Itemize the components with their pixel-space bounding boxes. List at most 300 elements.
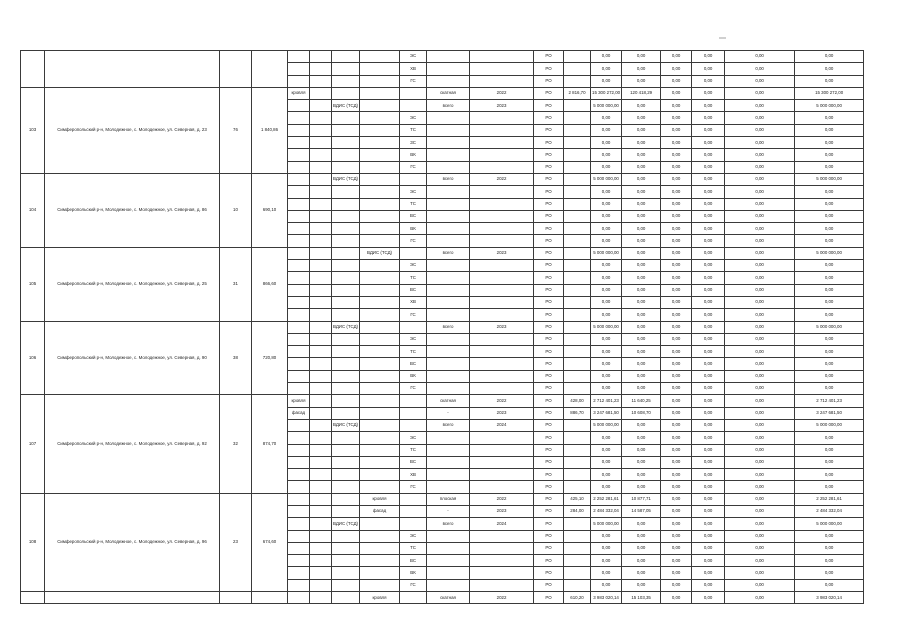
cost-3-cell: 0,00	[692, 518, 725, 530]
blank-cell	[310, 161, 332, 173]
system-cell	[332, 481, 360, 493]
element-cell	[288, 51, 310, 63]
type-cell: всего	[427, 100, 470, 112]
blank-cell	[310, 383, 332, 395]
cost-2-cell: 0,00	[661, 272, 692, 284]
volume-cell: 428,00	[564, 395, 591, 407]
year-cell: 2023	[470, 321, 534, 333]
sum-cell: 0,00	[795, 333, 864, 345]
type-cell	[427, 567, 470, 579]
sum-cell: 5 000 000,00	[795, 247, 864, 259]
type-cell	[427, 296, 470, 308]
subsystem-cell: ТС	[400, 272, 427, 284]
cost-2-cell: 0,00	[661, 407, 692, 419]
ro-cell: РО	[534, 247, 564, 259]
ro-cell: РО	[534, 186, 564, 198]
system-cell-2	[360, 370, 400, 382]
cost-4-cell: 0,00	[725, 149, 795, 161]
cost-3-cell: 0,00	[692, 210, 725, 222]
element-cell	[288, 456, 310, 468]
system-cell-2	[360, 383, 400, 395]
system-cell	[332, 444, 360, 456]
cost-2-cell: 0,00	[661, 210, 692, 222]
subsystem-cell: ВС	[400, 284, 427, 296]
blank-cell	[310, 346, 332, 358]
element-cell	[288, 346, 310, 358]
element-cell	[288, 260, 310, 272]
total-cost-cell: 3 247 681,50	[591, 407, 622, 419]
type-cell	[427, 481, 470, 493]
type-cell: скатная	[427, 395, 470, 407]
total-cost-cell: 0,00	[591, 284, 622, 296]
cost-2-cell: 0,00	[661, 100, 692, 112]
system-cell-2	[360, 124, 400, 136]
cost-4-cell: 0,00	[725, 309, 795, 321]
type-cell: -	[427, 407, 470, 419]
blank-cell	[310, 247, 332, 259]
sum-cell: 0,00	[795, 198, 864, 210]
year-cell: 2024	[470, 518, 534, 530]
system-cell-2	[360, 456, 400, 468]
system-cell	[332, 542, 360, 554]
subsystem-cell: ВС	[400, 555, 427, 567]
address-cell: Симферопольский р-н, Молодежное, с. Молодежное, ул. Северная, д. 23	[45, 87, 220, 173]
system-cell-2	[360, 210, 400, 222]
cost-2-cell: 0,00	[661, 87, 692, 99]
cost-3-cell: 0,00	[692, 407, 725, 419]
subsystem-cell: ВС	[400, 358, 427, 370]
cost-3-cell: 0,00	[692, 481, 725, 493]
table-row	[21, 247, 864, 259]
cost-1-cell: 0,00	[622, 100, 661, 112]
system-cell-2	[360, 223, 400, 235]
subsystem-cell	[400, 173, 427, 185]
cost-4-cell: 0,00	[725, 272, 795, 284]
cost-1-cell: 0,00	[622, 530, 661, 542]
subsystem-cell	[400, 100, 427, 112]
volume-cell	[564, 247, 591, 259]
subsystem-cell: ВС	[400, 456, 427, 468]
blank-cell	[310, 235, 332, 247]
sum-cell: 0,00	[795, 75, 864, 87]
num-cell: 105	[21, 247, 45, 321]
ro-cell: РО	[534, 469, 564, 481]
ro-cell: РО	[534, 419, 564, 431]
system-cell	[332, 505, 360, 517]
element-cell	[288, 530, 310, 542]
system-cell-2	[360, 100, 400, 112]
system-cell-2	[360, 149, 400, 161]
year-cell	[470, 124, 534, 136]
area-cell: 874,70	[252, 395, 288, 493]
system-cell	[332, 87, 360, 99]
cost-3-cell: 0,00	[692, 395, 725, 407]
sum-cell: 0,00	[795, 161, 864, 173]
year-cell	[470, 149, 534, 161]
table-row	[21, 87, 864, 99]
system-cell-2: кровля	[360, 592, 400, 604]
subsystem-cell: ТС	[400, 444, 427, 456]
system-cell-2	[360, 87, 400, 99]
element-cell	[288, 296, 310, 308]
year-cell	[470, 481, 534, 493]
subsystem-cell: ЭС	[400, 530, 427, 542]
ro-cell: РО	[534, 456, 564, 468]
year-cell: 2024	[470, 419, 534, 431]
cost-1-cell: 0,00	[622, 112, 661, 124]
ro-cell: РО	[534, 493, 564, 505]
type-cell	[427, 555, 470, 567]
element-cell: кровля	[288, 395, 310, 407]
type-cell	[427, 358, 470, 370]
address-cell: Симферопольский р-н, Молодежное, с. Молодежное, ул. Северная, д. 90	[45, 321, 220, 395]
cost-4-cell: 0,00	[725, 481, 795, 493]
cost-3-cell: 0,00	[692, 75, 725, 87]
cost-3-cell: 0,00	[692, 63, 725, 75]
cost-1-cell: 0,00	[622, 555, 661, 567]
year-cell	[470, 346, 534, 358]
system-cell	[332, 555, 360, 567]
cost-4-cell: 0,00	[725, 51, 795, 63]
blank-cell	[310, 505, 332, 517]
cost-1-cell: 0,00	[622, 296, 661, 308]
cost-3-cell: 0,00	[692, 87, 725, 99]
ro-cell: РО	[534, 346, 564, 358]
cost-2-cell: 0,00	[661, 247, 692, 259]
type-cell	[427, 260, 470, 272]
sum-cell: 0,00	[795, 137, 864, 149]
system-cell	[332, 63, 360, 75]
system-cell-2	[360, 542, 400, 554]
blank-cell	[310, 530, 332, 542]
cost-4-cell: 0,00	[725, 505, 795, 517]
system-cell	[332, 383, 360, 395]
total-cost-cell: 5 000 000,00	[591, 100, 622, 112]
type-cell	[427, 469, 470, 481]
type-cell	[427, 309, 470, 321]
element-cell	[288, 592, 310, 604]
system-cell-2	[360, 518, 400, 530]
element-cell	[288, 149, 310, 161]
system-cell-2	[360, 530, 400, 542]
cost-2-cell: 0,00	[661, 469, 692, 481]
year-cell	[470, 296, 534, 308]
blank-cell	[310, 456, 332, 468]
element-cell	[288, 63, 310, 75]
system-cell-2	[360, 419, 400, 431]
system-cell-2	[360, 63, 400, 75]
system-cell-2	[360, 395, 400, 407]
apartments-cell: 10	[220, 173, 252, 247]
ro-cell: РО	[534, 149, 564, 161]
year-cell	[470, 579, 534, 591]
ro-cell: РО	[534, 505, 564, 517]
system-cell	[332, 198, 360, 210]
cost-4-cell: 0,00	[725, 87, 795, 99]
cost-2-cell: 0,00	[661, 235, 692, 247]
total-cost-cell: 0,00	[591, 223, 622, 235]
cost-4-cell: 0,00	[725, 100, 795, 112]
volume-cell	[564, 124, 591, 136]
ro-cell: РО	[534, 235, 564, 247]
element-cell	[288, 124, 310, 136]
year-cell	[470, 235, 534, 247]
year-cell: 2022	[470, 173, 534, 185]
cost-4-cell: 0,00	[725, 555, 795, 567]
area-cell: 674,60	[252, 493, 288, 591]
cost-4-cell: 0,00	[725, 186, 795, 198]
cost-2-cell: 0,00	[661, 161, 692, 173]
blank-cell	[310, 321, 332, 333]
type-cell: -	[427, 505, 470, 517]
cost-4-cell: 0,00	[725, 247, 795, 259]
ro-cell: РО	[534, 161, 564, 173]
cost-3-cell: 0,00	[692, 198, 725, 210]
total-cost-cell: 0,00	[591, 112, 622, 124]
cost-3-cell: 0,00	[692, 161, 725, 173]
cost-3-cell: 0,00	[692, 333, 725, 345]
type-cell: всего	[427, 321, 470, 333]
sum-cell: 5 000 000,00	[795, 518, 864, 530]
cost-4-cell: 0,00	[725, 173, 795, 185]
cost-3-cell: 0,00	[692, 247, 725, 259]
sum-cell: 2 712 401,23	[795, 395, 864, 407]
cost-3-cell: 0,00	[692, 173, 725, 185]
volume-cell	[564, 296, 591, 308]
system-cell-2	[360, 469, 400, 481]
type-cell	[427, 542, 470, 554]
element-cell	[288, 419, 310, 431]
cost-2-cell: 0,00	[661, 333, 692, 345]
subsystem-cell: ЭС	[400, 260, 427, 272]
blank-cell	[310, 579, 332, 591]
address-cell: Симферопольский р-н, Молодежное, с. Молодежное, ул. Северная, д. 92	[45, 395, 220, 493]
document-sheet	[20, 50, 864, 604]
system-cell	[332, 469, 360, 481]
total-cost-cell: 5 000 000,00	[591, 419, 622, 431]
total-cost-cell: 0,00	[591, 530, 622, 542]
system-cell: ВДИС (ТСД)	[332, 419, 360, 431]
volume-cell	[564, 419, 591, 431]
volume-cell: 425,10	[564, 493, 591, 505]
volume-cell	[564, 272, 591, 284]
cost-4-cell: 0,00	[725, 346, 795, 358]
system-cell: ВДИС (ТСД)	[332, 100, 360, 112]
year-cell	[470, 383, 534, 395]
total-cost-cell: 0,00	[591, 481, 622, 493]
cost-2-cell: 0,00	[661, 555, 692, 567]
year-cell: 2023	[470, 100, 534, 112]
year-cell	[470, 112, 534, 124]
cost-3-cell: 0,00	[692, 112, 725, 124]
ro-cell: РО	[534, 284, 564, 296]
volume-cell	[564, 235, 591, 247]
ro-cell: РО	[534, 100, 564, 112]
cost-1-cell: 0,00	[622, 333, 661, 345]
ro-cell: РО	[534, 51, 564, 63]
subsystem-cell: ТС	[400, 198, 427, 210]
system-cell-2	[360, 51, 400, 63]
ro-cell: РО	[534, 198, 564, 210]
blank-cell	[310, 419, 332, 431]
subsystem-cell: ВС	[400, 210, 427, 222]
volume-cell: 886,70	[564, 407, 591, 419]
total-cost-cell: 15 300 272,00	[591, 87, 622, 99]
ro-cell: РО	[534, 63, 564, 75]
blank-cell	[310, 407, 332, 419]
type-cell	[427, 370, 470, 382]
sum-cell: 5 000 000,00	[795, 419, 864, 431]
subsystem-cell	[400, 592, 427, 604]
ro-cell: РО	[534, 173, 564, 185]
cost-1-cell: 0,00	[622, 124, 661, 136]
element-cell	[288, 358, 310, 370]
year-cell: 2023	[470, 247, 534, 259]
year-cell	[470, 223, 534, 235]
cost-4-cell: 0,00	[725, 333, 795, 345]
volume-cell	[564, 198, 591, 210]
cost-1-cell: 0,00	[622, 419, 661, 431]
system-cell-2: фасад	[360, 505, 400, 517]
sum-cell: 0,00	[795, 112, 864, 124]
type-cell	[427, 346, 470, 358]
sum-cell: 0,00	[795, 186, 864, 198]
cost-4-cell: 0,00	[725, 124, 795, 136]
volume-cell	[564, 456, 591, 468]
system-cell	[332, 567, 360, 579]
cost-3-cell: 0,00	[692, 432, 725, 444]
sum-cell: 0,00	[795, 235, 864, 247]
subsystem-cell: ЭС	[400, 186, 427, 198]
subsystem-cell	[400, 247, 427, 259]
element-cell	[288, 469, 310, 481]
blank-cell	[310, 223, 332, 235]
cost-2-cell: 0,00	[661, 51, 692, 63]
ro-cell: РО	[534, 309, 564, 321]
ro-cell: РО	[534, 75, 564, 87]
total-cost-cell: 0,00	[591, 309, 622, 321]
cost-2-cell: 0,00	[661, 137, 692, 149]
ro-cell: РО	[534, 383, 564, 395]
ro-cell: РО	[534, 210, 564, 222]
system-cell-2	[360, 235, 400, 247]
subsystem-cell: ТС	[400, 346, 427, 358]
blank-cell	[310, 137, 332, 149]
total-cost-cell: 0,00	[591, 149, 622, 161]
cost-4-cell: 0,00	[725, 419, 795, 431]
element-cell	[288, 75, 310, 87]
total-cost-cell: 0,00	[591, 444, 622, 456]
cost-2-cell: 0,00	[661, 260, 692, 272]
element-cell	[288, 235, 310, 247]
year-cell	[470, 444, 534, 456]
total-cost-cell: 0,00	[591, 555, 622, 567]
ro-cell: РО	[534, 137, 564, 149]
type-cell: скатная	[427, 87, 470, 99]
subsystem-cell: ХВ	[400, 296, 427, 308]
cost-4-cell: 0,00	[725, 567, 795, 579]
system-cell	[332, 272, 360, 284]
volume-cell	[564, 542, 591, 554]
volume-cell	[564, 100, 591, 112]
volume-cell	[564, 333, 591, 345]
cost-1-cell: 0,00	[622, 383, 661, 395]
volume-cell	[564, 321, 591, 333]
volume-cell: 610,20	[564, 592, 591, 604]
cost-1-cell: 0,00	[622, 137, 661, 149]
cost-3-cell: 0,00	[692, 100, 725, 112]
element-cell	[288, 555, 310, 567]
subsystem-cell: ЭС	[400, 112, 427, 124]
system-cell	[332, 75, 360, 87]
ro-cell: РО	[534, 518, 564, 530]
cost-4-cell: 0,00	[725, 469, 795, 481]
cost-3-cell: 0,00	[692, 542, 725, 554]
blank-cell	[310, 518, 332, 530]
type-cell	[427, 210, 470, 222]
system-cell-2	[360, 260, 400, 272]
volume-cell	[564, 284, 591, 296]
type-cell: всего	[427, 419, 470, 431]
cost-3-cell: 0,00	[692, 555, 725, 567]
total-cost-cell: 5 000 000,00	[591, 321, 622, 333]
address-cell: Симферопольский р-н, Молодежное, с. Молодежное, ул. Северная, д. 86	[45, 173, 220, 247]
year-cell: 2023	[470, 505, 534, 517]
ro-cell: РО	[534, 432, 564, 444]
area-cell: 1 840,86	[252, 87, 288, 173]
system-cell	[332, 210, 360, 222]
table-row	[21, 51, 864, 63]
total-cost-cell: 0,00	[591, 542, 622, 554]
subsystem-cell	[400, 518, 427, 530]
cost-1-cell: 0,00	[622, 456, 661, 468]
cost-1-cell: 0,00	[622, 149, 661, 161]
cost-1-cell: 0,00	[622, 358, 661, 370]
blank-cell	[310, 296, 332, 308]
type-cell	[427, 161, 470, 173]
subsystem-cell: ГС	[400, 161, 427, 173]
total-cost-cell: 2 484 332,04	[591, 505, 622, 517]
ro-cell: РО	[534, 407, 564, 419]
cost-3-cell: 0,00	[692, 149, 725, 161]
total-cost-cell: 5 000 000,00	[591, 173, 622, 185]
cost-3-cell: 0,00	[692, 309, 725, 321]
blank-cell	[310, 198, 332, 210]
type-cell	[427, 75, 470, 87]
type-cell	[427, 149, 470, 161]
address-cell	[45, 51, 220, 88]
subsystem-cell: ГС	[400, 235, 427, 247]
system-cell-2	[360, 75, 400, 87]
system-cell-2	[360, 272, 400, 284]
cost-4-cell: 0,00	[725, 407, 795, 419]
system-cell	[332, 235, 360, 247]
cost-2-cell: 0,00	[661, 186, 692, 198]
cost-2-cell: 0,00	[661, 505, 692, 517]
element-cell	[288, 309, 310, 321]
sum-cell: 2 252 281,61	[795, 493, 864, 505]
cost-3-cell: 0,00	[692, 137, 725, 149]
apartments-cell: 38	[220, 321, 252, 395]
cost-3-cell: 0,00	[692, 358, 725, 370]
volume-cell	[564, 469, 591, 481]
subsystem-cell: ГС	[400, 481, 427, 493]
type-cell: всего	[427, 518, 470, 530]
subsystem-cell	[400, 493, 427, 505]
cost-4-cell: 0,00	[725, 358, 795, 370]
system-cell-2	[360, 567, 400, 579]
system-cell	[332, 456, 360, 468]
